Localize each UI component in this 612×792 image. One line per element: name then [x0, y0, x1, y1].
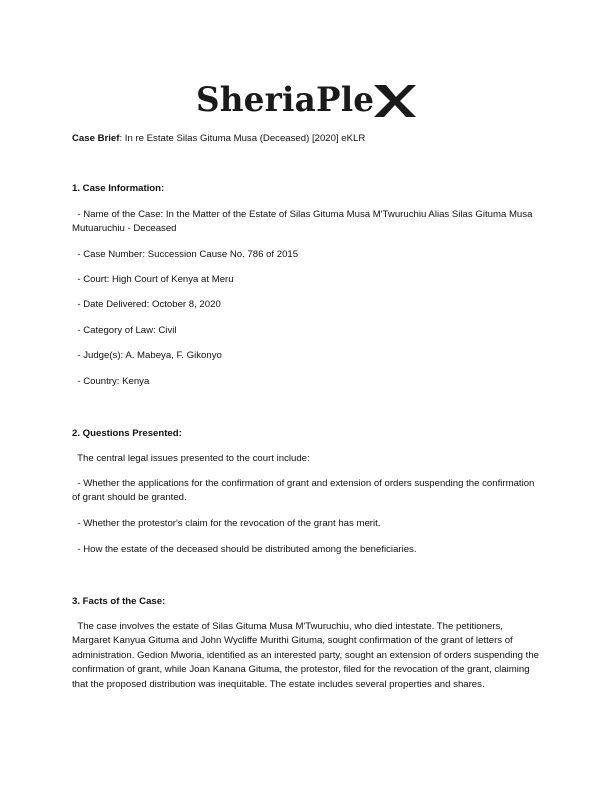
info-item-date: - Date Delivered: October 8, 2020 [72, 299, 221, 310]
case-brief-line [72, 132, 542, 146]
info-item-court: - Court: High Court of Kenya at Meru [72, 274, 234, 285]
info-item-country: - Country: Kenya [72, 376, 150, 387]
info-item-judges: - Judge(s): A. Mabeya, F. Gikonyo [72, 350, 222, 361]
section-heading-facts: 3. Facts of the Case: [72, 596, 166, 607]
logo [0, 68, 612, 128]
question-item: - Whether the protestor's claim for the revocation of the grant has merit. [72, 518, 381, 529]
case-brief-label: Case Brief [72, 133, 120, 144]
x-logo-mark-icon [372, 83, 418, 119]
question-item: - How the estate of the deceased should be distributed among the beneficiaries. [72, 544, 417, 555]
section-heading-questions: 2. Questions Presented: [72, 428, 182, 439]
info-item-case-number: - Case Number: Succession Cause No. 786 of 2015 [72, 249, 299, 260]
section-heading-case-information: 1. Case Information: [72, 183, 165, 194]
questions-intro: The central legal issues presented to the court include: [72, 453, 310, 464]
info-item-name: - Name of the Case: In the Matter of the Estate of Silas Gituma Musa M'Twuruchiu Alias Silas Gituma Musa Mutuaruchiu - Deceased [72, 209, 536, 235]
case-brief-title: : In re Estate Silas Gituma Musa (Deceased) [2020] eKLR [119, 133, 366, 144]
logo-wordmark: SheriaPle [196, 80, 375, 120]
info-item-category: - Category of Law: Civil [72, 325, 177, 336]
facts-paragraph: The case involves the estate of Silas Gituma Musa M'Twuruchiu, who died intestate. The petitioners, Margaret Kanyua Gituma and John Wycliffe Murithi Gituma, sought confirmation of the grant of letters of administration. Gedion Mworia, identified as an interested party, sought an extension of orders suspending the confirmation of grant, while Joan Kanana Gituma, the protestor, filed for the revocation of the grant, claiming that the proposed distribution was inequitable. The estate includes several properties and shares. [72, 621, 542, 690]
question-item: - Whether the applications for the confirmation of grant and extension of orders suspending the confirmation of grant should be granted. [72, 478, 538, 504]
